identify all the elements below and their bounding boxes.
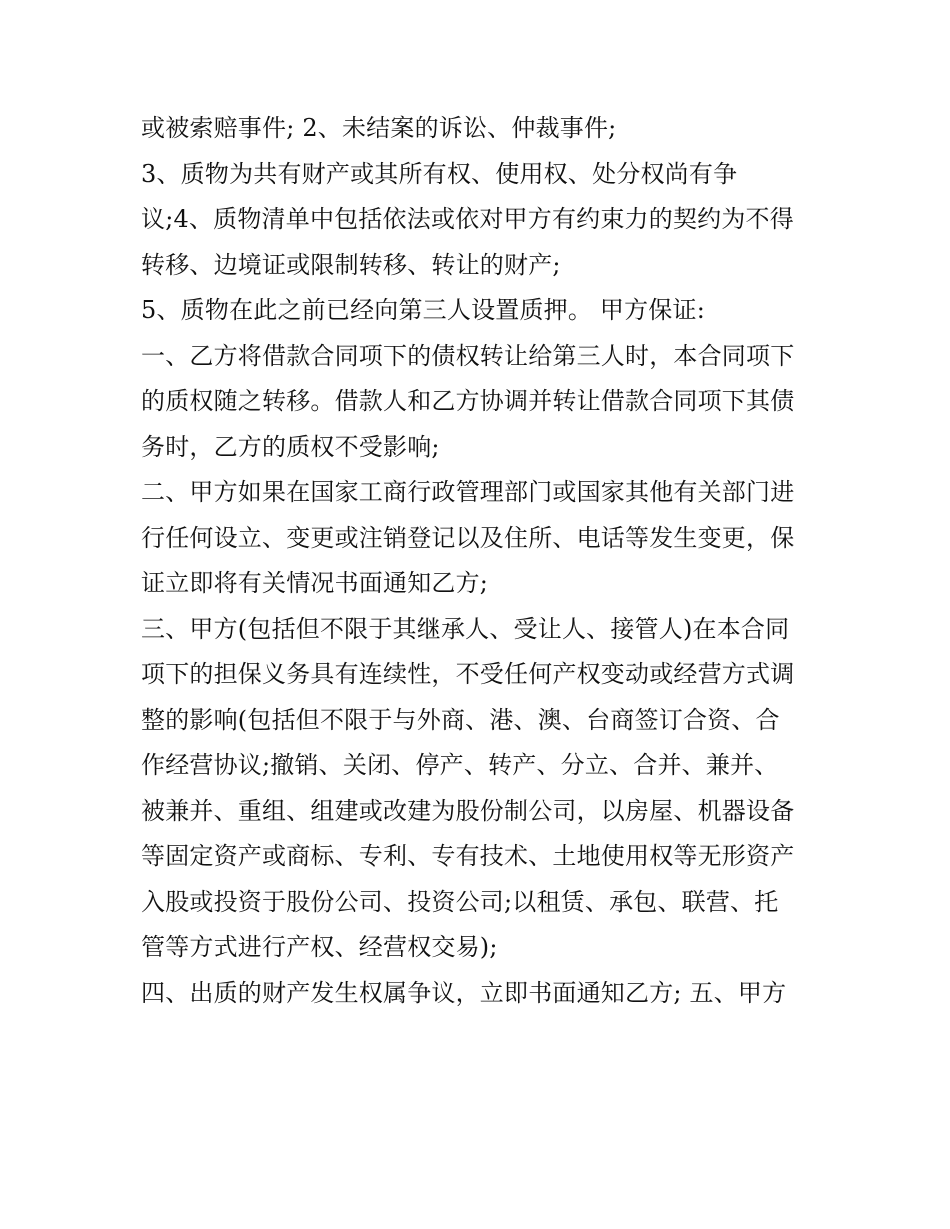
text-line: 5、质物在此之前已经向第三人设置质押。 甲方保证:: [141, 296, 705, 324]
text-line: 作经营协议;撤销、关闭、停产、转产、分立、合并、兼并、: [141, 751, 779, 779]
text-line: 务时，乙方的质权不受影响;: [141, 432, 440, 461]
text-line: 三、甲方(包括但不限于其继承人、受让人、接管人)在本合同: [141, 614, 790, 643]
text-line: 或被索赔事件; 2、未结案的诉讼、仲裁事件;: [141, 114, 617, 142]
text-line: 3、质物为共有财产或其所有权、使用权、处分权尚有争: [141, 159, 738, 188]
text-line: 管等方式进行产权、经营权交易);: [141, 933, 498, 961]
document-body: [141, 106, 831, 1016]
text-line: 等固定资产或商标、专利、专有技术、土地使用权等无形资产: [141, 842, 795, 870]
text-line: 二、甲方如果在国家工商行政管理部门或国家其他有关部门进: [141, 478, 795, 506]
text-line: 被兼并、重组、组建或改建为股份制公司，以房屋、机器设备: [141, 796, 795, 825]
text-line: 证立即将有关情况书面通知乙方;: [141, 569, 489, 597]
text-line: 一、乙方将借款合同项下的债权转让给第三人时，本合同项下: [141, 341, 795, 370]
text-line: 转移、边境证或限制转移、转让的财产;: [141, 250, 561, 279]
text-line: 的质权随之转移。借款人和乙方协调并转让借款合同项下其债: [141, 387, 795, 415]
text-line: 入股或投资于股份公司、投资公司;以租赁、承包、联营、托: [141, 887, 779, 916]
text-line: 议;4、质物清单中包括依法或依对甲方有约束力的契约为不得: [141, 205, 794, 233]
text-line: 行任何设立、变更或注销登记以及住所、电话等发生变更，保: [141, 523, 795, 552]
text-line: 整的影响(包括但不限于与外商、港、澳、台商签订合资、合: [141, 705, 780, 734]
text-line: 项下的担保义务具有连续性，不受任何产权变动或经营方式调: [141, 660, 795, 688]
text-line: 四、出质的财产发生权属争议，立即书面通知乙方; 五、甲方: [141, 978, 787, 1007]
